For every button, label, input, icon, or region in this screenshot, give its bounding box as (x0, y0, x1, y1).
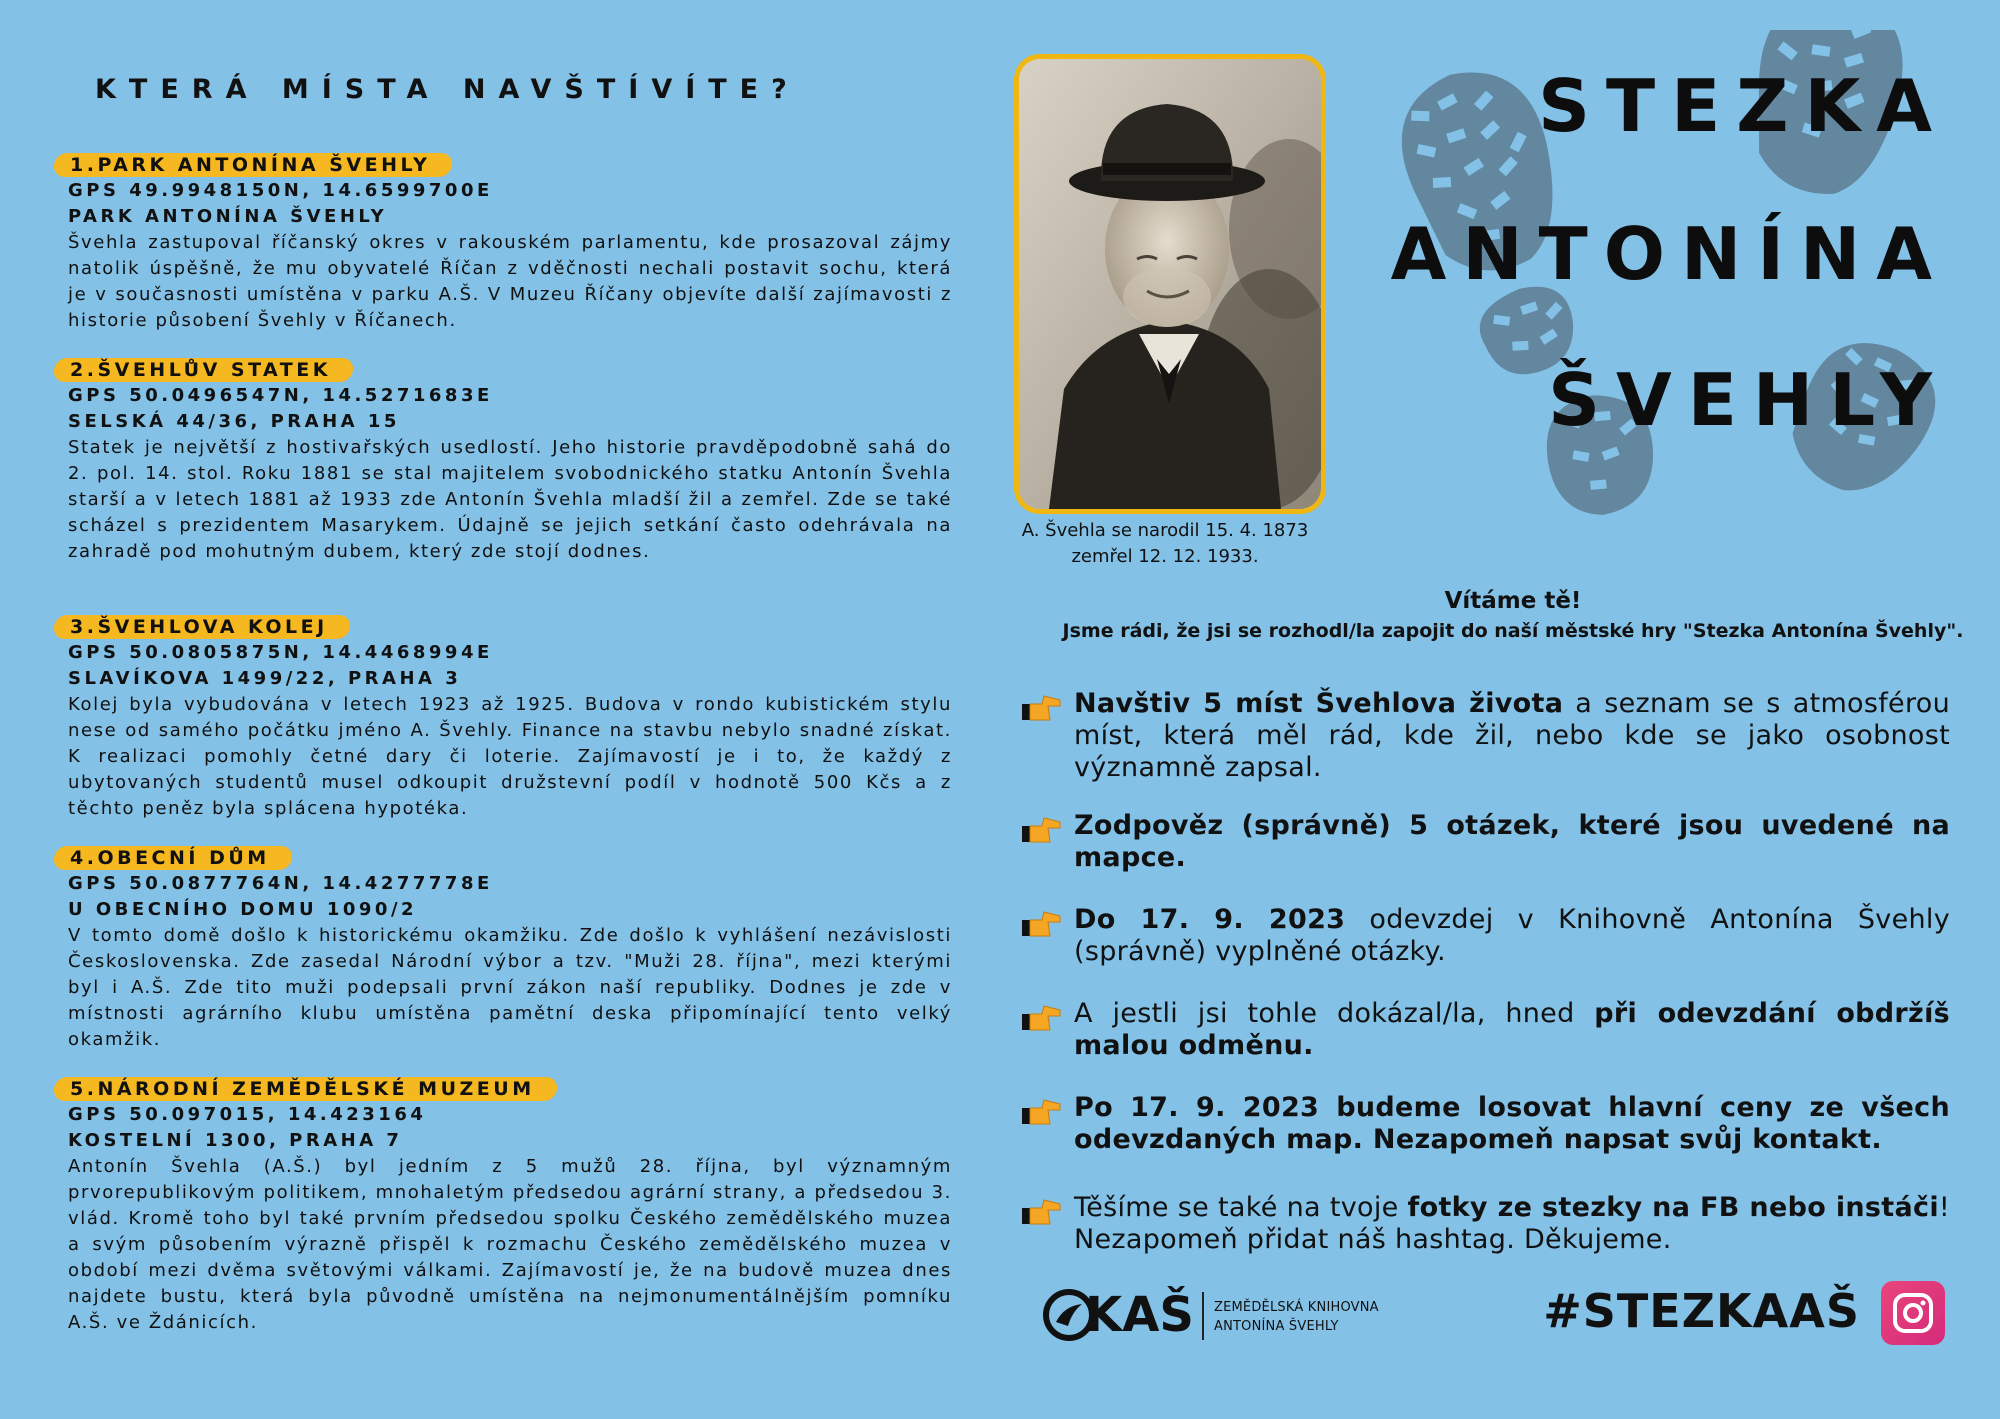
site-title: 2.ŠVEHLŮV STATEK (68, 357, 345, 383)
step-2 (1022, 810, 1950, 874)
step-text: Těšíme se také na tvoje fotky ze stezky na FB nebo instáči! Nezapomeň přidat náš hashtag. Děkujeme. (1074, 1192, 1950, 1255)
site-description: Antonín Švehla (A.Š.) byl jedním z 5 mužů 28. října, byl významným prvorepublikovým politikem, mnohaletým předsedou agrární strany, a předsedou 3. vlád. Kromě toho byl také prvním předsedou spolku Českého zemědělského muzea a svým působením výrazně přispěl k rozmachu Českého zemědělského muzea v období mezi dvěma světovými válkami. Zajímavostí je, že na budově muzea dnes najdete bustu, která byla původně umístěna na nejmonumentálnějším pomníku A.Š. ve Ždánicích. (68, 1156, 952, 1333)
welcome-greeting: Vítáme tě! (1444, 588, 1582, 614)
site-title: 3.ŠVEHLOVA KOLEJ (68, 614, 342, 640)
site-address: U OBECNÍHO DOMU 1090/2 (68, 899, 418, 920)
site-3 (68, 614, 952, 822)
trail-title-line-3: ŠVEHLY (1548, 358, 1948, 442)
places-heading: KTERÁ MÍSTA NAVŠTÍVÍTE? (95, 74, 800, 105)
site-address: KOSTELNÍ 1300, PRAHA 7 (68, 1130, 403, 1151)
library-logo-text: KAŠ (1085, 1287, 1194, 1343)
step-text: Zodpověz (správně) 5 otázek, které jsou uvedené na mapce. (1074, 810, 1950, 873)
step-6 (1022, 1192, 1950, 1256)
step-4 (1022, 998, 1950, 1062)
trail-title-line-2: ANTONÍNA (1390, 212, 1948, 296)
step-5 (1022, 1092, 1950, 1156)
site-gps: GPS 50.0805875N, 14.4468994E (68, 642, 493, 663)
hashtag: #STEZKAAŠ (1543, 1284, 1860, 1338)
site-title: 1.PARK ANTONÍNA ŠVEHLY (68, 152, 444, 178)
instagram-icon[interactable] (1881, 1281, 1945, 1345)
site-description: Kolej byla vybudována v letech 1923 až 1925. Budova v rondo kubistickém stylu nese od samého počátku jméno A. Švehly. Finance na stavbu nebylo snadné získat. K realizaci pomohly četné dary či loterie. Zajímavostí je i to, že každý z ubytovaných studentů musel odkoupit družstevní podíl v hodnotě 500 Kčs a z těchto peněz byla splácena hypotéka. (68, 694, 952, 819)
portrait-caption (990, 518, 1340, 570)
step-text: Do 17. 9. 2023 odevzdej v Knihovně Antonína Švehly (správně) vyplněné otázky. (1074, 904, 1950, 967)
step-text: Po 17. 9. 2023 budeme losovat hlavní ceny ze všech odevzdaných map. Nezapomeň napsat svůj kontakt. (1074, 1092, 1950, 1155)
site-gps: GPS 50.0877764N, 14.4277778E (68, 873, 493, 894)
caption-birth: A. Švehla se narodil 15. 4. 1873 (1021, 520, 1309, 541)
site-1 (68, 152, 952, 334)
site-gps: GPS 49.9948150N, 14.6599700E (68, 180, 493, 201)
pointing-hand-icon (1022, 1000, 1062, 1036)
caption-death: zemřel 12. 12. 1933. (1071, 546, 1259, 567)
pointing-hand-icon (1022, 690, 1062, 726)
site-description: V tomto domě došlo k historickému okamžiku. Zde došlo k vyhlášení nezávislosti Československa. Zde zasedal Národní výbor a tzv. "Muži 28. října", mezi kterými byl i A.Š. Zde tito muži podepsali první zákon naší republiky. Dodnes je zde v místnosti agrárního klubu umístěna pamětní deska připomínající tento velký okamžik. (68, 925, 952, 1050)
step-3 (1022, 904, 1950, 968)
site-2 (68, 357, 952, 565)
site-gps: GPS 50.097015, 14.423164 (68, 1104, 427, 1125)
step-text: A jestli jsi tohle dokázal/la, hned při odevzdání obdržíš malou odměnu. (1074, 998, 1950, 1061)
site-description: Statek je největší z hostivařských usedlostí. Jeho historie pravděpodobně sahá do 2. pol. 14. stol. Roku 1881 se stal majitelem svobodnického statku Antonín Švehla starší a v letech 1881 až 1933 zde Antonín Švehla mladší žil a zemřel. Zde se také scházel s prezidentem Masarykem. Údajně se jejich setkání často odehrávala na zahradě pod mohutným dubem, který zde stojí dodnes. (68, 437, 952, 562)
pointing-hand-icon (1022, 812, 1062, 848)
step-text: Navštiv 5 míst Švehlova života a seznam se s atmosférou míst, která měl rád, kde žil, nebo kde se jako osobnost významně zapsal. (1074, 688, 1950, 783)
site-4 (68, 845, 952, 1053)
site-description: Švehla zastupoval říčanský okres v rakouském parlamentu, kde prosazoval zájmy natolik úspěšně, že mu obyvatelé Říčan z vděčnosti nechali postavit sochu, která je v současnosti umístěna v parku A.Š. V Muzeu Říčany objevíte další zajímavosti z historie působení Švehly v Říčanech. (68, 232, 952, 331)
site-5 (68, 1076, 952, 1336)
portrait-photo (1014, 54, 1326, 514)
site-title: 4.OBECNÍ DŮM (68, 845, 284, 871)
trail-title-line-1: STEZKA (1538, 64, 1948, 148)
welcome-block (1040, 586, 1986, 646)
site-title: 5.NÁRODNÍ ZEMĚDĚLSKÉ MUZEUM (68, 1076, 549, 1102)
pointing-hand-icon (1022, 906, 1062, 942)
step-1 (1022, 688, 1950, 784)
library-name: ZEMĚDĚLSKÁ KNIHOVNA ANTONÍNA ŠVEHLY (1214, 1300, 1379, 1334)
welcome-message: Jsme rádi, že jsi se rozhodl/la zapojit do naší městské hry "Stezka Antonína Švehly". (1062, 620, 1964, 642)
pointing-hand-icon (1022, 1194, 1062, 1230)
site-address: SLAVÍKOVA 1499/22, PRAHA 3 (68, 668, 462, 689)
site-address: PARK ANTONÍNA ŠVEHLY (68, 206, 388, 227)
site-address: SELSKÁ 44/36, PRAHA 15 (68, 411, 400, 432)
pointing-hand-icon (1022, 1094, 1062, 1130)
logo-divider (1202, 1292, 1204, 1340)
site-gps: GPS 50.0496547N, 14.5271683E (68, 385, 493, 406)
